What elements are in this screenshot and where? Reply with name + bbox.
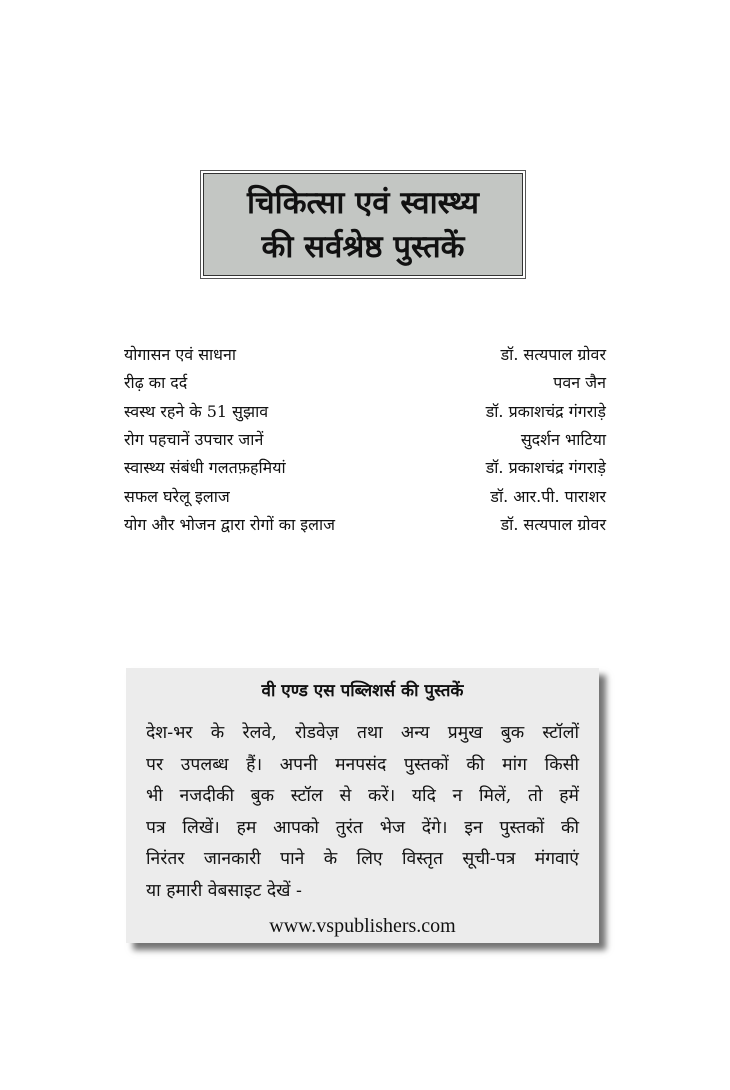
list-item bbox=[124, 397, 606, 425]
promo-line: पर उपलब्ध हैं। अपनी मनपसंद पुस्तकों की मांग किसी bbox=[146, 754, 579, 775]
book-title: स्वस्थ रहने के 51 सुझाव bbox=[124, 401, 269, 421]
promo-body bbox=[146, 718, 579, 907]
list-item bbox=[124, 340, 606, 368]
promo-line: देश-भर के रेलवे, रोडवेज़ तथा अन्य प्रमुख बुक स्टॉलों bbox=[146, 723, 579, 743]
list-item bbox=[124, 425, 606, 453]
list-item bbox=[124, 481, 606, 509]
promo-line: या हमारी वेबसाइट देखें - bbox=[146, 880, 302, 901]
book-author: सुदर्शन भाटिया bbox=[520, 430, 606, 450]
book-title: रोग पहचानें उपचार जानें bbox=[124, 430, 264, 450]
list-item bbox=[124, 368, 606, 396]
promo-heading: वी एण्ड एस पब्लिशर्स की पुस्तकें bbox=[261, 681, 464, 701]
page-title-line-2: की सर्वश्रेष्ठ पुस्तकें bbox=[261, 228, 465, 265]
list-item bbox=[124, 453, 606, 481]
promo-line: निरंतर जानकारी पाने के लिए विस्तृत सूची-पत्र मंगवाएं bbox=[146, 849, 579, 869]
publisher-promo-box bbox=[126, 668, 599, 943]
book-title: योगासन एवं साधना bbox=[124, 345, 237, 365]
book-title: योग और भोजन द्वारा रोगों का इलाज bbox=[124, 514, 336, 534]
book-author: पवन जैन bbox=[553, 373, 606, 393]
book-author: डॉ. प्रकाशचंद्र गंगराड़े bbox=[485, 458, 606, 478]
promo-line: भी नजदीकी बुक स्टॉल से करें। यदि न मिलें, तो हमें bbox=[146, 786, 579, 806]
title-box bbox=[203, 173, 523, 276]
book-author: डॉ. आर.पी. पाराशर bbox=[490, 486, 606, 506]
book-title: रीढ़ का दर्द bbox=[124, 373, 188, 393]
book-author: डॉ. सत्यपाल ग्रोवर bbox=[500, 514, 606, 534]
book-author: डॉ. प्रकाशचंद्र गंगराड़े bbox=[485, 401, 606, 421]
list-item bbox=[124, 510, 606, 538]
page-title-line-1: चिकित्सा एवं स्वास्थ्य bbox=[246, 184, 480, 221]
book-author: डॉ. सत्यपाल ग्रोवर bbox=[500, 345, 606, 365]
website-link[interactable]: www.vspublishers.com bbox=[269, 915, 456, 937]
book-list bbox=[124, 340, 606, 538]
book-title: सफल घरेलू इलाज bbox=[124, 486, 230, 506]
promo-line: पत्र लिखें। हम आपको तुरंत भेज देंगे। इन पुस्तकों की bbox=[146, 817, 579, 838]
book-title: स्वास्थ्य संबंधी गलतफ़हमियां bbox=[124, 458, 286, 478]
